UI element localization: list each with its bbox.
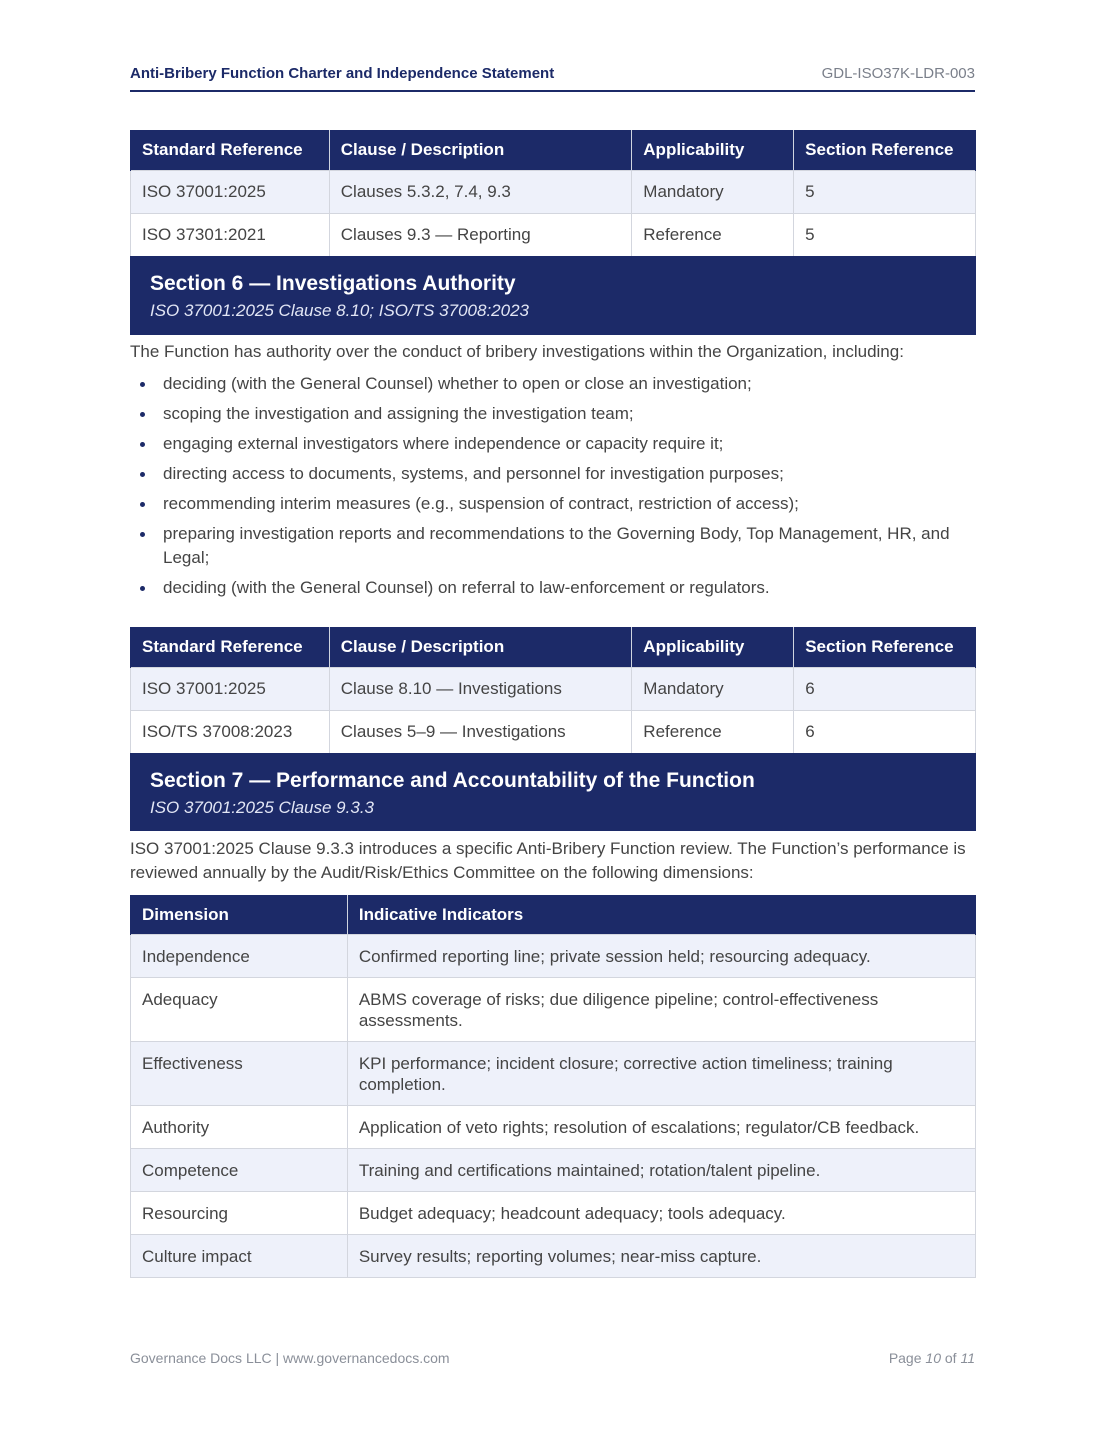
performance-dimensions-table bbox=[130, 895, 976, 1278]
dimension-cell: Competence bbox=[131, 1149, 348, 1192]
dimension-cell: Resourcing bbox=[131, 1192, 348, 1235]
list-item bbox=[130, 522, 976, 570]
column-header: Section Reference bbox=[794, 130, 976, 171]
table-row bbox=[131, 711, 976, 754]
list-item bbox=[130, 462, 976, 486]
list-item-text: scoping the investigation and assigning the investigation team; bbox=[163, 404, 634, 423]
table-cell: 5 bbox=[794, 214, 976, 257]
page-prefix: Page bbox=[888, 1350, 922, 1366]
table-header-row bbox=[131, 130, 976, 171]
table-cell: 6 bbox=[794, 711, 976, 754]
footer-company: Governance Docs LLC | www.governancedocs.com bbox=[130, 1350, 450, 1366]
bullet-icon bbox=[140, 442, 145, 447]
bullet-icon bbox=[140, 502, 145, 507]
list-item-text: preparing investigation reports and recommendations to the Governing Body, Top Management, HR, and Legal; bbox=[163, 524, 950, 567]
table-cell: Clauses 9.3 — Reporting bbox=[329, 214, 632, 257]
column-header: Dimension bbox=[131, 895, 348, 935]
document-title: Anti-Bribery Function Charter and Independence Statement bbox=[130, 65, 555, 82]
indicator-cell: ABMS coverage of risks; due diligence pipeline; control-effectiveness assessments. bbox=[347, 978, 975, 1042]
standards-table-section6 bbox=[130, 627, 976, 754]
bullet-icon bbox=[140, 412, 145, 417]
table-row bbox=[131, 1192, 976, 1235]
indicator-cell: Training and certifications maintained; rotation/talent pipeline. bbox=[347, 1149, 975, 1192]
table-cell: 6 bbox=[794, 668, 976, 711]
indicator-cell: KPI performance; incident closure; corrective action timeliness; training completion. bbox=[347, 1042, 975, 1106]
section-7-subtitle: ISO 37001:2025 Clause 9.3.3 bbox=[150, 798, 374, 817]
column-header: Applicability bbox=[632, 627, 794, 668]
table-header-row bbox=[131, 895, 976, 935]
table-header-row bbox=[131, 627, 976, 668]
list-item bbox=[130, 402, 976, 426]
dimension-cell: Independence bbox=[131, 935, 348, 978]
table-row bbox=[131, 935, 976, 978]
table-row bbox=[131, 978, 976, 1042]
dimension-cell: Adequacy bbox=[131, 978, 348, 1042]
list-item-text: engaging external investigators where independence or capacity require it; bbox=[163, 434, 724, 453]
column-header: Indicative Indicators bbox=[347, 895, 975, 935]
table-row bbox=[131, 171, 976, 214]
list-item bbox=[130, 492, 976, 516]
list-item-text: deciding (with the General Counsel) whether to open or close an investigation; bbox=[163, 374, 752, 393]
dimension-cell: Effectiveness bbox=[131, 1042, 348, 1106]
table-row bbox=[131, 1106, 976, 1149]
bullet-icon bbox=[140, 586, 145, 591]
page-number bbox=[889, 1350, 975, 1366]
section-6-intro: The Function has authority over the conduct of bribery investigations within the Organization, including: bbox=[130, 342, 904, 361]
table-cell: Mandatory bbox=[632, 171, 794, 214]
investigation-authority-list bbox=[130, 372, 976, 606]
document-code: GDL-ISO37K-LDR-003 bbox=[821, 65, 975, 82]
section-6-banner bbox=[130, 256, 976, 335]
page-of: of bbox=[944, 1350, 957, 1366]
table-cell: ISO 37001:2025 bbox=[131, 668, 330, 711]
list-item bbox=[130, 432, 976, 456]
bullet-icon bbox=[140, 532, 145, 537]
section-6-title: Section 6 — Investigations Authority bbox=[150, 272, 516, 295]
section-7-intro: ISO 37001:2025 Clause 9.3.3 introduces a specific Anti-Bribery Function review. The Function’s performance is reviewed annually by the Audit/Risk/Ethics Committee on the following dimensions: bbox=[130, 839, 966, 882]
column-header: Applicability bbox=[632, 130, 794, 171]
table-cell: Reference bbox=[632, 214, 794, 257]
list-item-text: recommending interim measures (e.g., suspension of contract, restriction of access); bbox=[163, 494, 799, 513]
indicator-cell: Budget adequacy; headcount adequacy; tools adequacy. bbox=[347, 1192, 975, 1235]
table-cell: 5 bbox=[794, 171, 976, 214]
column-header: Clause / Description bbox=[329, 627, 632, 668]
section-7-title: Section 7 — Performance and Accountability of the Function bbox=[150, 769, 755, 792]
table-cell: Clause 8.10 — Investigations bbox=[329, 668, 632, 711]
column-header: Clause / Description bbox=[329, 130, 632, 171]
table-cell: Clauses 5–9 — Investigations bbox=[329, 711, 632, 754]
table-cell: ISO 37301:2021 bbox=[131, 214, 330, 257]
table-cell: Reference bbox=[632, 711, 794, 754]
column-header: Standard Reference bbox=[131, 130, 330, 171]
page-total: 11 bbox=[960, 1350, 975, 1366]
column-header: Section Reference bbox=[794, 627, 976, 668]
table-cell: ISO/TS 37008:2023 bbox=[131, 711, 330, 754]
table-row bbox=[131, 214, 976, 257]
list-item bbox=[130, 372, 976, 396]
indicator-cell: Confirmed reporting line; private session held; resourcing adequacy. bbox=[347, 935, 975, 978]
table-row bbox=[131, 1149, 976, 1192]
indicator-cell: Application of veto rights; resolution of escalations; regulator/CB feedback. bbox=[347, 1106, 975, 1149]
standards-table-section5 bbox=[130, 130, 976, 257]
bullet-icon bbox=[140, 472, 145, 477]
table-row bbox=[131, 1042, 976, 1106]
list-item bbox=[130, 576, 976, 600]
list-item-text: directing access to documents, systems, and personnel for investigation purposes; bbox=[163, 464, 784, 483]
section-6-subtitle: ISO 37001:2025 Clause 8.10; ISO/TS 37008:2023 bbox=[150, 301, 529, 320]
dimension-cell: Culture impact bbox=[131, 1235, 348, 1278]
section-7-banner bbox=[130, 753, 976, 831]
table-row bbox=[131, 1235, 976, 1278]
page-current: 10 bbox=[925, 1350, 941, 1366]
page-header bbox=[130, 64, 975, 92]
dimension-cell: Authority bbox=[131, 1106, 348, 1149]
list-item-text: deciding (with the General Counsel) on referral to law-enforcement or regulators. bbox=[163, 578, 770, 597]
table-cell: Clauses 5.3.2, 7.4, 9.3 bbox=[329, 171, 632, 214]
column-header: Standard Reference bbox=[131, 627, 330, 668]
table-cell: ISO 37001:2025 bbox=[131, 171, 330, 214]
table-row bbox=[131, 668, 976, 711]
indicator-cell: Survey results; reporting volumes; near-miss capture. bbox=[347, 1235, 975, 1278]
bullet-icon bbox=[140, 382, 145, 387]
table-cell: Mandatory bbox=[632, 668, 794, 711]
page-footer bbox=[130, 1350, 975, 1370]
